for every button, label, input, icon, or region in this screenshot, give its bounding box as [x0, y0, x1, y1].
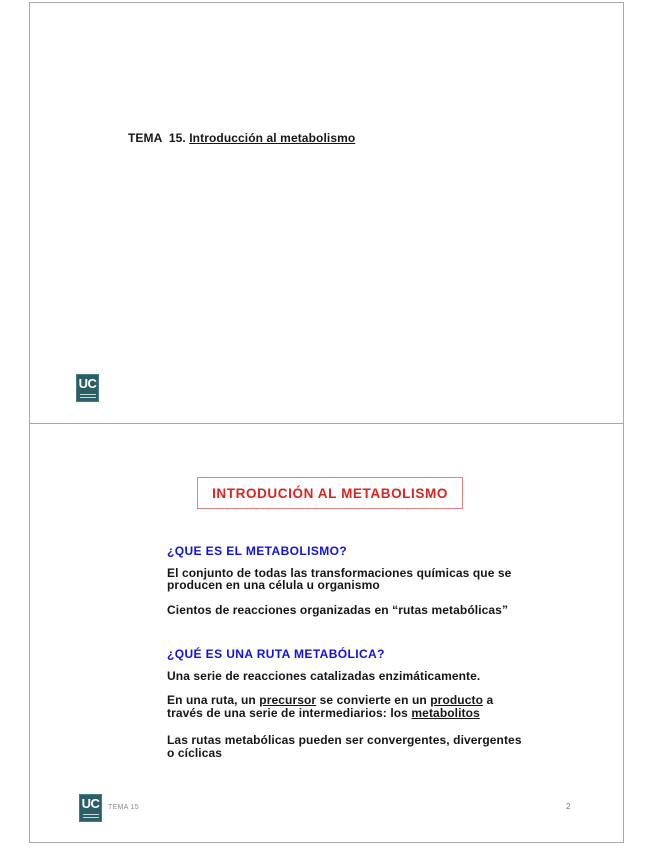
footer-tema-label: TEMA 15: [108, 804, 139, 811]
slide2-title-box: [197, 477, 463, 509]
section1-heading: ¿QUE ES EL METABOLISMO?: [167, 544, 348, 558]
text-line: El conjunto de todas las transformaciones químicas que se: [167, 565, 512, 580]
uc-logo-subtext-bar: [80, 397, 96, 398]
uc-logo: [79, 794, 102, 822]
underlined-term-metabolitos: metabolitos: [411, 705, 480, 720]
uc-logo-text: UC: [78, 376, 97, 391]
slide1-title: [128, 131, 355, 145]
section2-paragraph-3: [167, 734, 617, 759]
slide1-title-prefix: TEMA 15.: [128, 131, 190, 145]
underlined-term-producto: producto: [430, 693, 484, 707]
text-line: Una serie de reacciones catalizadas enzimáticamente.: [167, 668, 481, 683]
text-run: a: [483, 693, 494, 707]
text-line: Las rutas metabólicas pueden ser convergentes, divergentes: [167, 733, 522, 747]
text-line: o cíclicas: [167, 745, 223, 760]
slide-1: [29, 2, 624, 423]
text-line: Cientos de reacciones organizadas en “rutas metabólicas”: [167, 602, 509, 617]
slide2-title: INTRODUCIÓN AL METABOLISMO: [212, 485, 448, 501]
text-run: través de una serie de intermediarios: los: [167, 705, 412, 720]
slide1-title-underlined: Introducción al metabolismo: [189, 131, 356, 145]
section2-paragraph-2: [167, 694, 617, 719]
section2-heading: ¿QUÉ ES UNA RUTA METABÓLICA?: [167, 647, 385, 661]
underlined-term-precursor: precursor: [259, 693, 317, 707]
uc-logo: [76, 374, 99, 402]
slide-2: [29, 423, 624, 843]
page-number: 2: [566, 802, 571, 811]
uc-logo-subtext-bar: [83, 817, 99, 818]
text-run: En una ruta, un: [167, 693, 260, 707]
slide2-content: [167, 545, 617, 771]
section2-paragraph-1: [167, 670, 617, 683]
section1-paragraph-2: [167, 604, 617, 617]
text-line: [167, 707, 617, 720]
section1-paragraph-1: [167, 567, 617, 592]
uc-logo-text: UC: [81, 796, 100, 811]
uc-logo-subtext-bar: [83, 814, 99, 815]
text-run: se convierte en un: [316, 693, 431, 707]
text-line: producen en una célula u organismo: [167, 578, 380, 592]
uc-logo-subtext-bar: [80, 394, 96, 395]
